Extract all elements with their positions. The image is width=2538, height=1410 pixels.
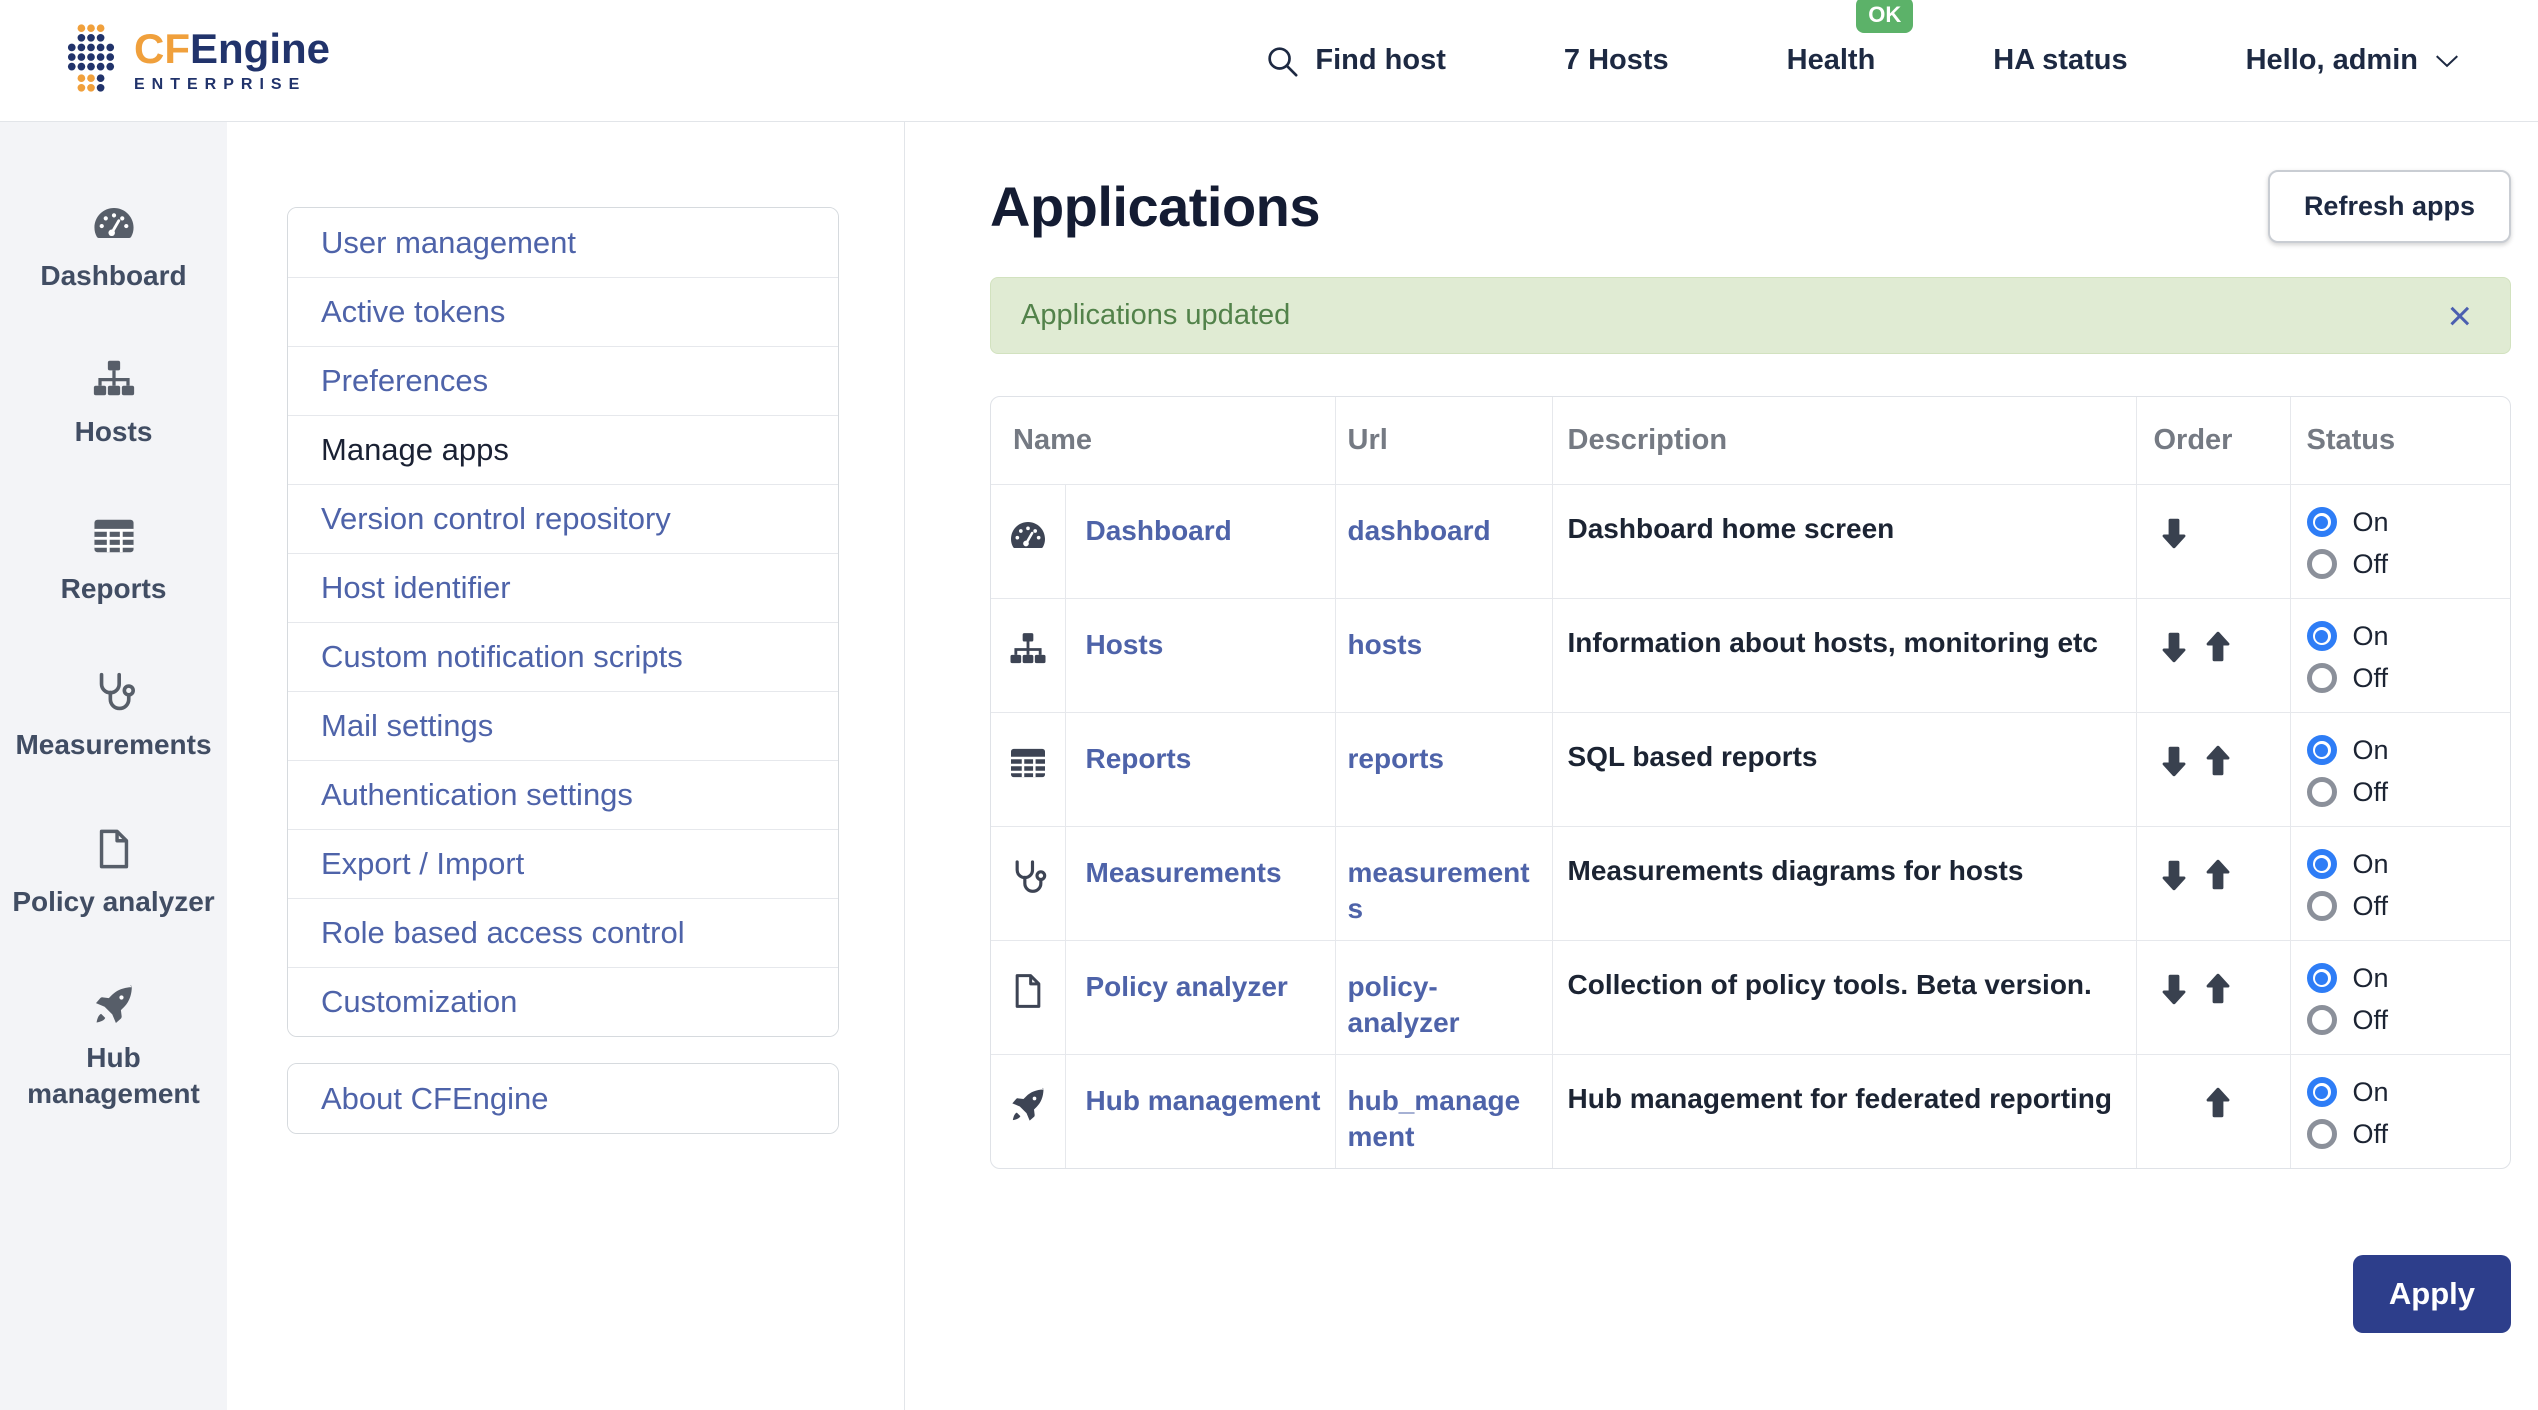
- menu-item-role-based-access-control[interactable]: Role based access control: [288, 898, 838, 967]
- success-alert: [990, 277, 2511, 354]
- status-on-label: On: [2352, 506, 2389, 537]
- order-down-icon: [2157, 652, 2191, 669]
- app-url-link[interactable]: hosts: [1347, 628, 1423, 660]
- ha-status-link[interactable]: [1993, 44, 2127, 77]
- sidebar: [0, 122, 227, 1410]
- radio-unselected-icon: [2307, 777, 2337, 807]
- app-url-link[interactable]: measurements: [1347, 856, 1530, 925]
- status-off-label: Off: [2352, 776, 2389, 807]
- menu-item-mail-settings[interactable]: Mail settings: [288, 691, 838, 760]
- app-name-link[interactable]: Hub management: [1085, 1084, 1321, 1116]
- sidebar-item-policy-analyzer[interactable]: [0, 826, 227, 920]
- status-on-radio[interactable]: [2307, 621, 2512, 652]
- brand-engine: Engine: [190, 24, 331, 72]
- status-on-radio[interactable]: [2307, 507, 2512, 538]
- app-row-policy-analyzer: [991, 940, 2511, 1054]
- status-on-label: On: [2352, 962, 2389, 993]
- page-body: [0, 122, 2538, 1410]
- hosts-count-link[interactable]: [1564, 44, 1669, 77]
- app-icon-cell: [991, 712, 1065, 826]
- dashboard-icon: [1008, 542, 1048, 559]
- dashboard-icon: [91, 200, 137, 246]
- app-order-cell: [2136, 826, 2290, 940]
- radio-unselected-icon: [2307, 1005, 2337, 1035]
- app-row-hub-management: [991, 1054, 2511, 1168]
- menu-item-about-cfengine[interactable]: About CFEngine: [288, 1064, 838, 1133]
- sidebar-item-hosts[interactable]: [0, 356, 227, 450]
- status-off-label: Off: [2352, 1118, 2389, 1149]
- menu-item-host-identifier[interactable]: Host identifier: [288, 553, 838, 622]
- status-on-label: On: [2352, 848, 2389, 879]
- policy-analyzer-icon: [91, 826, 137, 872]
- app-icon-cell: [991, 940, 1065, 1054]
- sidebar-item-measurements[interactable]: [0, 669, 227, 763]
- status-on-radio[interactable]: [2307, 735, 2512, 766]
- order-up-icon: [2201, 880, 2235, 897]
- radio-unselected-icon: [2307, 1119, 2337, 1149]
- app-description: Hub management for federated reporting: [1567, 1082, 2113, 1114]
- content-header: [990, 170, 2511, 243]
- alert-close-icon[interactable]: ×: [2447, 291, 2472, 339]
- health-ok-badge: OK: [1856, 0, 1913, 33]
- menu-item-export-import[interactable]: Export / Import: [288, 829, 838, 898]
- cfengine-logo-icon: [66, 23, 116, 98]
- app-url-cell: [1335, 940, 1552, 1054]
- app-icon-cell: [991, 826, 1065, 940]
- column-header-url: Url: [1335, 397, 1552, 484]
- app-description-cell: [1552, 712, 2136, 826]
- app-name-link[interactable]: Measurements: [1085, 856, 1282, 888]
- app-row-hosts: [991, 598, 2511, 712]
- app-order-cell: [2136, 598, 2290, 712]
- settings-menu: [287, 207, 839, 1037]
- brand-cf: CF: [134, 24, 190, 72]
- app-url-link[interactable]: reports: [1347, 742, 1444, 774]
- app-name-cell: [1065, 1054, 1335, 1168]
- app-description: Dashboard home screen: [1567, 512, 1895, 544]
- radio-unselected-icon: [2307, 549, 2337, 579]
- order-down-button[interactable]: [2154, 515, 2194, 556]
- app-description: Information about hosts, monitoring etc: [1567, 626, 2098, 658]
- app-row-dashboard: [991, 484, 2511, 598]
- app-url-cell: [1335, 1054, 1552, 1168]
- app-url-link[interactable]: dashboard: [1347, 514, 1491, 546]
- radio-unselected-icon: [2307, 891, 2337, 921]
- column-header-name: Name: [1013, 423, 1092, 456]
- hosts-count-label: 7 Hosts: [1563, 44, 1669, 76]
- radio-selected-icon: [2307, 963, 2337, 993]
- app-name-link[interactable]: Reports: [1085, 742, 1192, 774]
- app-name-link[interactable]: Policy analyzer: [1085, 970, 1288, 1002]
- sidebar-item-label: Hosts: [74, 416, 153, 448]
- app-description: Measurements diagrams for hosts: [1567, 854, 2024, 886]
- app-description-cell: [1552, 484, 2136, 598]
- sidebar-item-label: Hub management: [27, 1041, 200, 1110]
- about-card: [287, 1063, 839, 1134]
- radio-selected-icon: [2307, 735, 2337, 765]
- app-status-cell: [2290, 712, 2511, 826]
- app-url-link[interactable]: policy-analyzer: [1347, 970, 1460, 1039]
- status-off-label: Off: [2352, 548, 2389, 579]
- status-on-radio[interactable]: [2307, 849, 2512, 880]
- user-menu[interactable]: [2246, 44, 2460, 77]
- settings-panel: [227, 122, 905, 1410]
- order-up-button[interactable]: [2198, 1085, 2238, 1126]
- hosts-icon: [91, 356, 137, 402]
- chevron-down-icon: [2434, 53, 2460, 69]
- find-host-button[interactable]: [1265, 44, 1445, 78]
- app-order-cell: [2136, 940, 2290, 1054]
- radio-unselected-icon: [2307, 663, 2337, 693]
- status-off-radio[interactable]: [2307, 549, 2512, 580]
- status-off-label: Off: [2352, 662, 2389, 693]
- order-up-button[interactable]: [2198, 743, 2238, 784]
- status-on-radio[interactable]: [2307, 1077, 2512, 1108]
- status-off-radio[interactable]: [2307, 891, 2512, 922]
- sidebar-item-hub-management[interactable]: [0, 982, 227, 1113]
- radio-selected-icon: [2307, 621, 2337, 651]
- alert-text: Applications updated: [1021, 299, 1291, 331]
- status-on-label: On: [2352, 734, 2389, 765]
- app-name-link[interactable]: Hosts: [1085, 628, 1164, 660]
- order-down-button[interactable]: [2154, 857, 2194, 898]
- order-down-button[interactable]: [2154, 743, 2194, 784]
- app-name-cell: [1065, 826, 1335, 940]
- app-icon-cell: [991, 1054, 1065, 1168]
- cfengine-logo[interactable]: [66, 23, 330, 98]
- app-status-cell: [2290, 598, 2511, 712]
- column-header-description: Description: [1552, 397, 2136, 484]
- status-on-radio[interactable]: [2307, 963, 2512, 994]
- order-up-icon: [2201, 1108, 2235, 1125]
- order-down-icon: [2157, 994, 2191, 1011]
- app-status-cell: [2290, 484, 2511, 598]
- app-icon-cell: [991, 484, 1065, 598]
- app-order-cell: [2136, 712, 2290, 826]
- column-header-status: Status: [2290, 397, 2511, 484]
- menu-item-custom-notification-scripts[interactable]: Custom notification scripts: [288, 622, 838, 691]
- column-header-order: Order: [2136, 397, 2290, 484]
- reports-icon: [1008, 770, 1048, 787]
- order-up-button[interactable]: [2198, 857, 2238, 898]
- app-name-cell: [1065, 484, 1335, 598]
- menu-item-authentication-settings[interactable]: Authentication settings: [288, 760, 838, 829]
- main-content: [905, 122, 2538, 1410]
- refresh-apps-button[interactable]: Refresh apps: [2268, 170, 2511, 243]
- sidebar-item-label: Dashboard: [40, 260, 187, 291]
- menu-item-active-tokens[interactable]: Active tokens: [288, 277, 838, 346]
- app-description: SQL based reports: [1567, 740, 1818, 772]
- health-link[interactable]: [1786, 2, 1902, 77]
- brand-text: [134, 24, 331, 94]
- app-url-cell: [1335, 484, 1552, 598]
- app-description: Collection of policy tools. Beta version.: [1567, 968, 2092, 1000]
- apply-button[interactable]: Apply: [2353, 1255, 2511, 1333]
- app-row-reports: [991, 712, 2511, 826]
- app-url-cell: [1335, 826, 1552, 940]
- app-status-cell: [2290, 1054, 2511, 1168]
- app-name-cell: [1065, 940, 1335, 1054]
- app-status-cell: [2290, 940, 2511, 1054]
- radio-selected-icon: [2307, 507, 2337, 537]
- status-off-radio[interactable]: [2307, 777, 2512, 808]
- find-host-label: Find host: [1315, 44, 1446, 76]
- app-order-cell: [2136, 1054, 2290, 1168]
- health-label: Health: [1786, 44, 1876, 76]
- app-name-link[interactable]: Dashboard: [1085, 514, 1232, 546]
- order-up-icon: [2201, 766, 2235, 783]
- status-off-radio[interactable]: [2307, 663, 2512, 694]
- measurements-icon: [91, 669, 137, 715]
- status-on-label: On: [2352, 620, 2389, 651]
- order-down-button[interactable]: [2154, 629, 2194, 670]
- apply-row: [990, 1255, 2511, 1333]
- order-down-icon: [2157, 766, 2191, 783]
- hub-management-icon: [91, 982, 137, 1028]
- applications-table: [990, 396, 2511, 1169]
- order-up-icon: [2201, 994, 2235, 1011]
- app-url-cell: [1335, 712, 1552, 826]
- measurements-icon: [1008, 884, 1048, 901]
- hub-management-icon: [1008, 1112, 1048, 1129]
- sidebar-item-label: Reports: [60, 572, 167, 604]
- table-header-row: [991, 397, 2511, 484]
- menu-item-version-control-repository[interactable]: Version control repository: [288, 484, 838, 553]
- search-icon: [1265, 44, 1299, 78]
- top-navigation: [1265, 2, 2460, 78]
- top-header: [0, 0, 2538, 122]
- sidebar-item-reports[interactable]: [0, 513, 227, 607]
- status-off-radio[interactable]: [2307, 1119, 2512, 1150]
- hosts-icon: [1008, 656, 1048, 673]
- order-up-icon: [2201, 652, 2235, 669]
- sidebar-item-label: Measurements: [15, 729, 212, 761]
- order-up-button[interactable]: [2198, 629, 2238, 670]
- menu-item-customization[interactable]: Customization: [288, 967, 838, 1036]
- order-down-icon: [2157, 538, 2191, 555]
- app-description-cell: [1552, 1054, 2136, 1168]
- app-order-cell: [2136, 484, 2290, 598]
- status-on-label: On: [2352, 1076, 2389, 1107]
- status-off-label: Off: [2352, 1004, 2389, 1035]
- policy-analyzer-icon: [1008, 998, 1048, 1015]
- app-status-cell: [2290, 826, 2511, 940]
- sidebar-item-dashboard[interactable]: [0, 200, 227, 294]
- order-down-button[interactable]: [2154, 971, 2194, 1012]
- order-up-button[interactable]: [2198, 971, 2238, 1012]
- radio-selected-icon: [2307, 849, 2337, 879]
- brand-subtitle: ENTERPRISE: [134, 75, 307, 93]
- page-title: Applications: [990, 175, 1321, 238]
- sidebar-item-label: Policy analyzer: [12, 885, 215, 917]
- menu-item-user-management[interactable]: User management: [288, 208, 838, 277]
- app-name-cell: [1065, 598, 1335, 712]
- user-menu-label: Hello, admin: [2245, 44, 2418, 76]
- order-down-icon: [2157, 880, 2191, 897]
- menu-item-preferences[interactable]: Preferences: [288, 346, 838, 415]
- app-icon-cell: [991, 598, 1065, 712]
- app-description-cell: [1552, 826, 2136, 940]
- ha-status-label: HA status: [1993, 44, 2128, 76]
- app-description-cell: [1552, 940, 2136, 1054]
- menu-item-manage-apps[interactable]: Manage apps: [288, 415, 838, 484]
- reports-icon: [91, 513, 137, 559]
- app-name-cell: [1065, 712, 1335, 826]
- app-row-measurements: [991, 826, 2511, 940]
- app-description-cell: [1552, 598, 2136, 712]
- app-url-cell: [1335, 598, 1552, 712]
- radio-selected-icon: [2307, 1077, 2337, 1107]
- status-off-label: Off: [2352, 890, 2389, 921]
- status-off-radio[interactable]: [2307, 1005, 2512, 1036]
- app-url-link[interactable]: hub_management: [1347, 1084, 1521, 1153]
